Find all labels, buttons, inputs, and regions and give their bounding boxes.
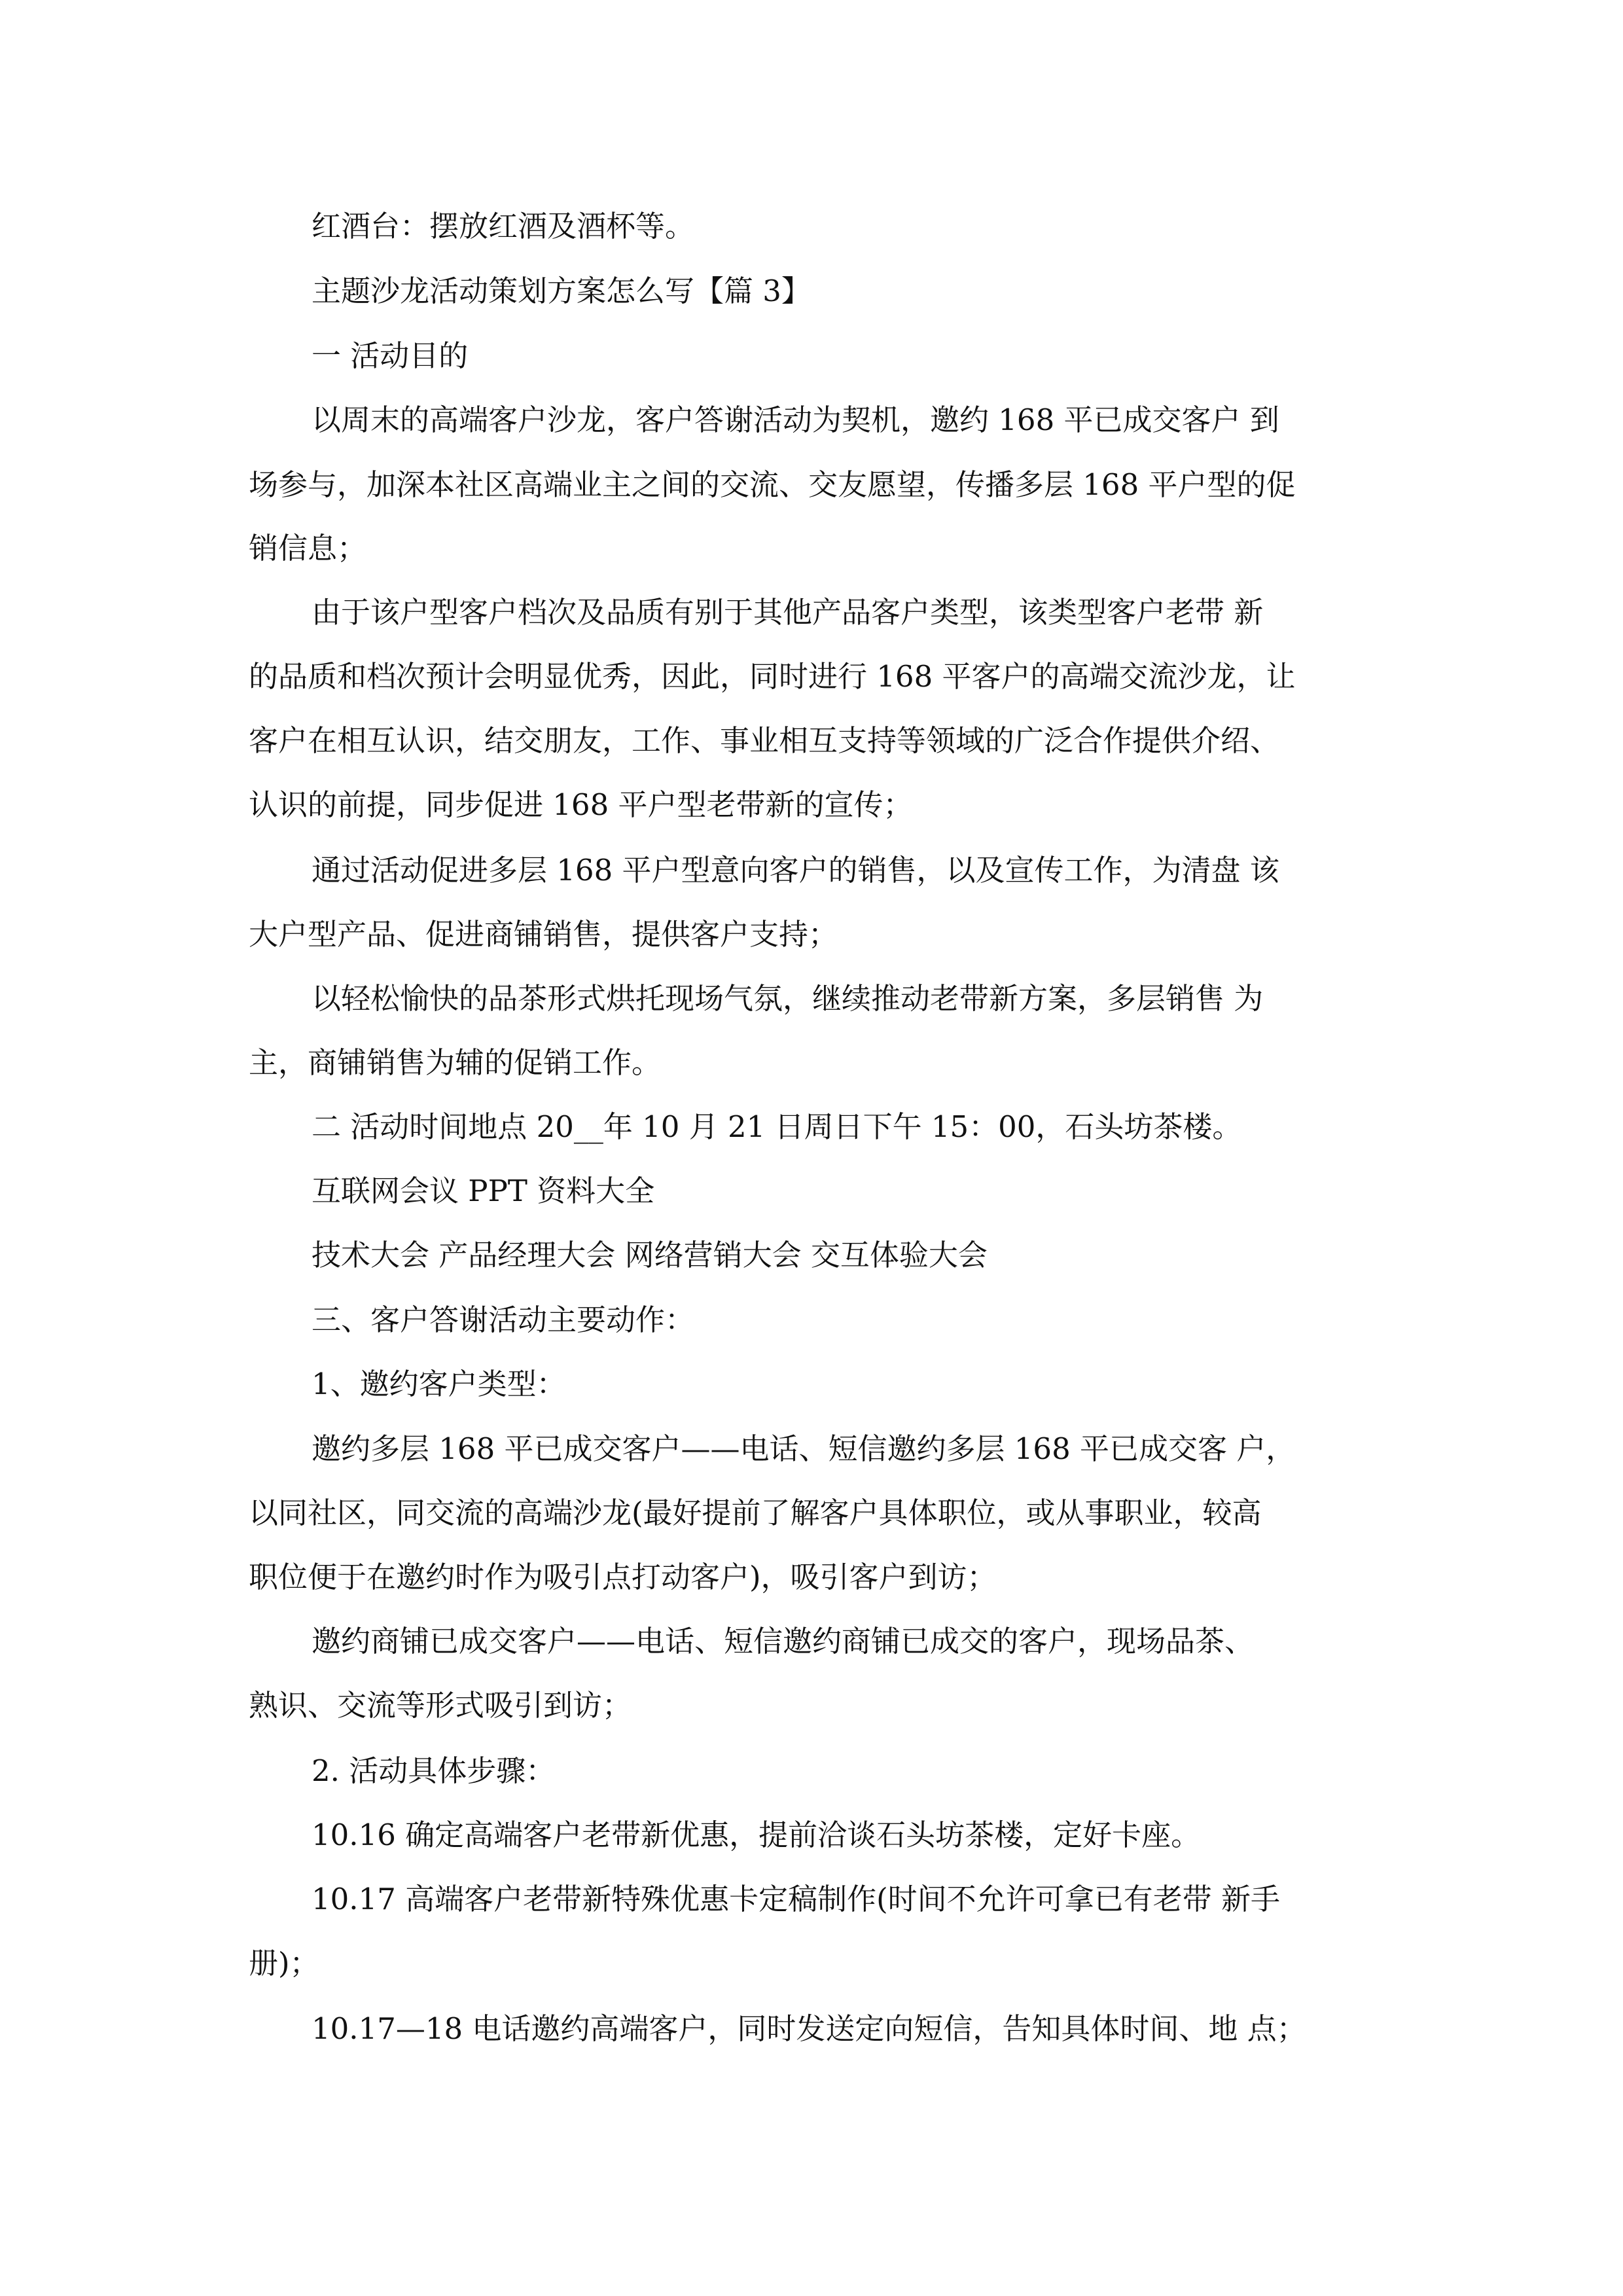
text-line-conference-ppt: 互联网会议 PPT 资料大全 bbox=[312, 1174, 655, 1208]
paragraph-line: 场参与，加深本社区高端业主之间的交流、交友愿望，传播多层 168 平户型的促 bbox=[249, 467, 1296, 502]
paragraph-line: 以周末的高端客户沙龙，客户答谢活动为契机，邀约 168 平已成交客户 到 bbox=[312, 403, 1279, 437]
paragraph-line: 由于该户型客户档次及品质有别于其他产品客户类型，该类型客户老带 新 bbox=[312, 595, 1264, 630]
step-line: 10.17 高端客户老带新特殊优惠卡定稿制作(时间不允许可拿已有老带 新手 bbox=[312, 1882, 1280, 1916]
subheading-activity-steps: 2. 活动具体步骤： bbox=[312, 1753, 556, 1788]
heading-activity-time-place: 二 活动时间地点 20__年 10 月 21 日周日下午 15：00，石头坊茶楼。 bbox=[312, 1109, 1242, 1144]
step-line: 10.17—18 电话邀约高端客户，同时发送定向短信，告知具体时间、地 点； bbox=[312, 2011, 1306, 2046]
paragraph-line: 职位便于在邀约时作为吸引点打动客户)，吸引客户到访； bbox=[249, 1560, 997, 1594]
text-line-red-wine-table: 红酒台：摆放红酒及酒杯等。 bbox=[312, 209, 695, 243]
paragraph-line: 邀约多层 168 平已成交客户——电话、短信邀约多层 168 平已成交客 户， bbox=[312, 1431, 1296, 1466]
paragraph-line: 认识的前提，同步促进 168 平户型老带新的宣传； bbox=[249, 787, 913, 822]
paragraph-line: 以同社区，同交流的高端沙龙(最好提前了解客户具体职位，或从事职业，较高 bbox=[249, 1496, 1262, 1530]
heading-main-actions: 三、客户答谢活动主要动作： bbox=[312, 1302, 695, 1337]
paragraph-line: 客户在相互认识，结交朋友，工作、事业相互支持等领域的广泛合作提供介绍、 bbox=[249, 723, 1280, 758]
paragraph-line: 以轻松愉快的品茶形式烘托现场气氛，继续推动老带新方案，多层销售 为 bbox=[312, 981, 1264, 1016]
paragraph-line: 大户型产品、促进商铺销售，提供客户支持； bbox=[249, 917, 838, 952]
paragraph-line: 主，商铺销售为辅的促销工作。 bbox=[249, 1045, 662, 1080]
heading-activity-purpose: 一 活动目的 bbox=[312, 338, 469, 373]
text-line-conference-list: 技术大会 产品经理大会 网络营销大会 交互体验大会 bbox=[312, 1238, 988, 1272]
paragraph-line: 通过活动促进多层 168 平户型意向客户的销售，以及宣传工作，为清盘 该 bbox=[312, 853, 1279, 888]
subheading-invite-types: 1、邀约客户类型： bbox=[312, 1367, 566, 1401]
paragraph-line: 熟识、交流等形式吸引到访； bbox=[249, 1688, 632, 1723]
paragraph-line: 的品质和档次预计会明显优秀，因此，同时进行 168 平客户的高端交流沙龙，让 bbox=[249, 659, 1296, 694]
step-line: 10.16 确定高端客户老带新优惠，提前洽谈石头坊茶楼，定好卡座。 bbox=[312, 1818, 1201, 1852]
step-line: 册)； bbox=[249, 1946, 319, 1981]
paragraph-line: 邀约商铺已成交客户——电话、短信邀约商铺已成交的客户，现场品茶、 bbox=[312, 1624, 1255, 1659]
paragraph-line: 销信息； bbox=[249, 531, 367, 565]
section-heading-part-3: 主题沙龙活动策划方案怎么写【篇 3】 bbox=[312, 274, 811, 308]
